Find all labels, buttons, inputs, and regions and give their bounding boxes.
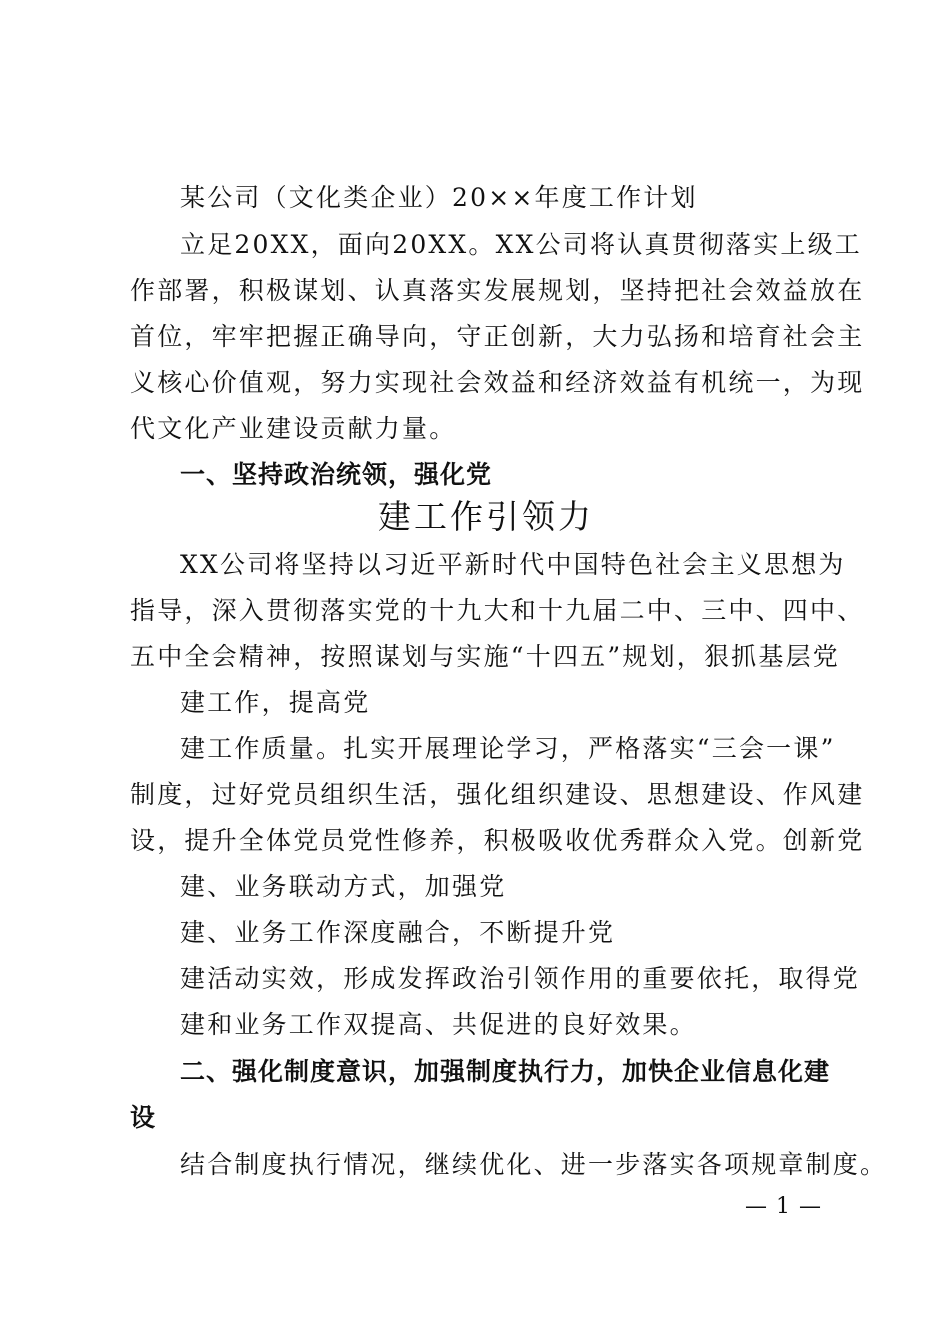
section-1-line-8: 建、业务联动方式，加强党 xyxy=(180,872,507,901)
intro-line-3: 首位，牢牢把握正确导向，守正创新，大力弘扬和培育社会主 xyxy=(130,322,865,351)
section-1-line-5: 建工作质量。扎实开展理论学习，严格落实“三会一课” xyxy=(180,734,836,763)
section-1-heading-part-2: 建工作引领力 xyxy=(378,497,594,536)
section-1-line-7: 设，提升全体党员党性修养，积极吸收优秀群众入党。创新党 xyxy=(130,826,865,855)
intro-line-5: 代文化产业建设贡献力量。 xyxy=(130,414,457,443)
section-1-line-10: 建活动实效，形成发挥政治引领作用的重要依托，取得党 xyxy=(180,964,861,993)
intro-line-1: 立足20XX，面向20XX。XX公司将认真贯彻落实上级工 xyxy=(180,230,863,259)
section-1-line-3: 五中全会精神，按照谋划与实施“十四五”规划，狠抓基层党 xyxy=(130,642,840,671)
section-1-line-1: XX公司将坚持以习近平新时代中国特色社会主义思想为 xyxy=(180,550,846,579)
section-1-line-11: 建和业务工作双提高、共促进的良好效果。 xyxy=(180,1010,697,1039)
section-2-heading-line-1: 二、强化制度意识，加强制度执行力，加快企业信息化建 xyxy=(180,1057,831,1086)
section-1-line-6: 制度，过好党员组织生活，强化组织建设、思想建设、作风建 xyxy=(130,780,865,809)
section-1-line-9: 建、业务工作深度融合，不断提升党 xyxy=(180,918,616,947)
document-title: 某公司（文化类企业）20××年度工作计划 xyxy=(180,183,698,212)
intro-line-4: 义核心价值观，努力实现社会效益和经济效益有机统一，为现 xyxy=(130,368,865,397)
section-1-line-2: 指导，深入贯彻落实党的十九大和十九届二中、三中、四中、 xyxy=(130,596,865,625)
intro-line-2: 作部署，积极谋划、认真落实发展规划，坚持把社会效益放在 xyxy=(130,276,865,305)
section-2-line-1: 结合制度执行情况，继续优化、进一步落实各项规章制度。 xyxy=(180,1150,888,1179)
page-number: — 1 — xyxy=(745,1194,822,1219)
section-1-line-4: 建工作，提高党 xyxy=(180,688,371,717)
section-1-heading-part-1: 一、坚持政治统领，强化党 xyxy=(180,460,493,489)
section-2-heading-line-2: 设 xyxy=(130,1103,157,1132)
